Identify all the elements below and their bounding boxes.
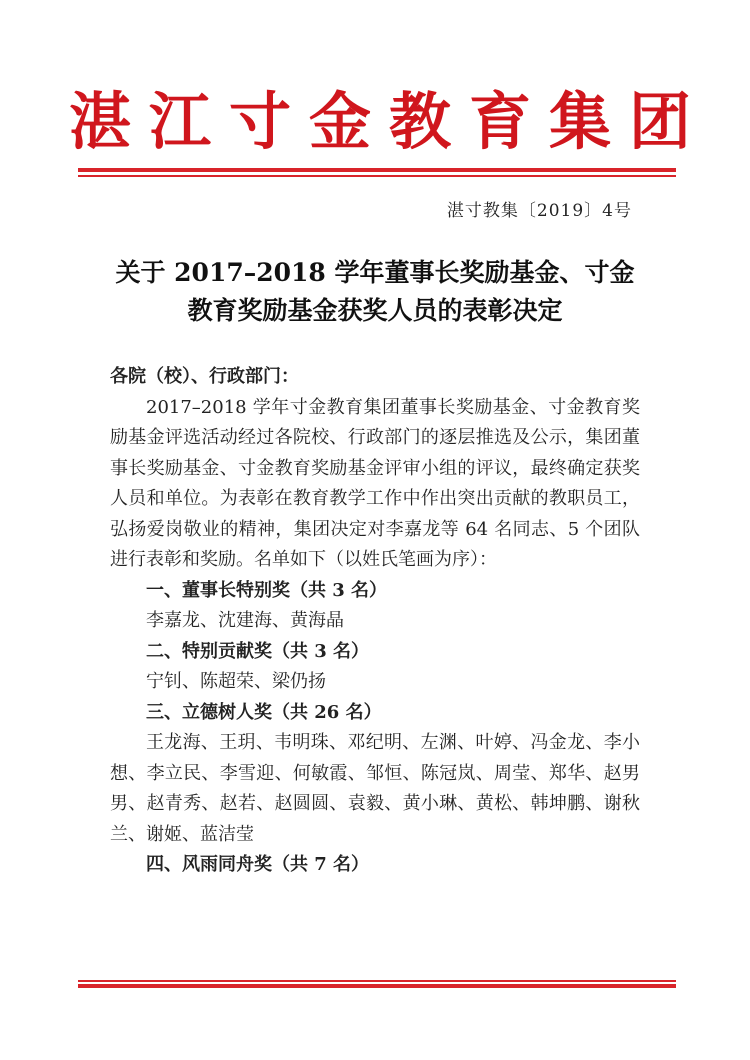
award-heading-3: 三、立德树人奖（共 26 名） <box>146 701 382 723</box>
award-names-1: 李嘉龙、沈建海、黄海晶 <box>146 610 344 631</box>
document-number: 湛寸教集〔2019〕4号 <box>446 201 632 221</box>
award-heading-4: 四、风雨同舟奖（共 7 名） <box>146 854 370 875</box>
title-line-1: 关于 2017–2018 学年董事长奖励基金、寸金 <box>115 258 635 287</box>
award-heading-1: 一、董事长特别奖（共 3 名） <box>146 579 388 601</box>
header-rule-thin <box>78 175 676 177</box>
award-names-3: 王龙海、王玥、韦明珠、邓纪明、左渊、叶婷、冯金龙、李小想、李立民、李雪迎、何敏霞、邹恒、陈冠岚、周莹、郑华、赵男男、赵青秀、赵若、赵圆圆、袁毅、黄小琳、黄松、韩坤鹏、谢秋兰、谢姬、蓝洁莹 <box>110 732 640 845</box>
salutation: 各院（校）、行政部门： <box>110 366 299 387</box>
document-title <box>70 254 680 330</box>
award-names-2: 宁钊、陈超荣、梁仍扬 <box>146 671 326 692</box>
organization-header: 湛江寸金教育集团 <box>68 85 709 158</box>
body-paragraph: 2017–2018 学年寸金教育集团董事长奖励基金、寸金教育奖励基金评选活动经过各院校、行政部门的逐层推选及公示，集团董事长奖励基金、寸金教育奖励基金评审小组的评议，最终确定获奖人员和单位。为表彰在教育教学工作中作出突出贡献的教职员工，弘扬爱岗敬业的精神，集团决定对李嘉龙等 64 名同志、5 个团队进行表彰和奖励。名单如下（以姓氏笔画为序）： <box>110 396 640 570</box>
header-rule-thick <box>78 168 676 172</box>
award-heading-2: 二、特别贡献奖（共 3 名） <box>146 640 370 662</box>
footer-rule-thick <box>78 984 676 988</box>
title-line-2: 教育奖励基金获奖人员的表彰决定 <box>187 296 563 325</box>
footer-rule-thin <box>78 980 676 982</box>
document-body <box>110 362 640 881</box>
